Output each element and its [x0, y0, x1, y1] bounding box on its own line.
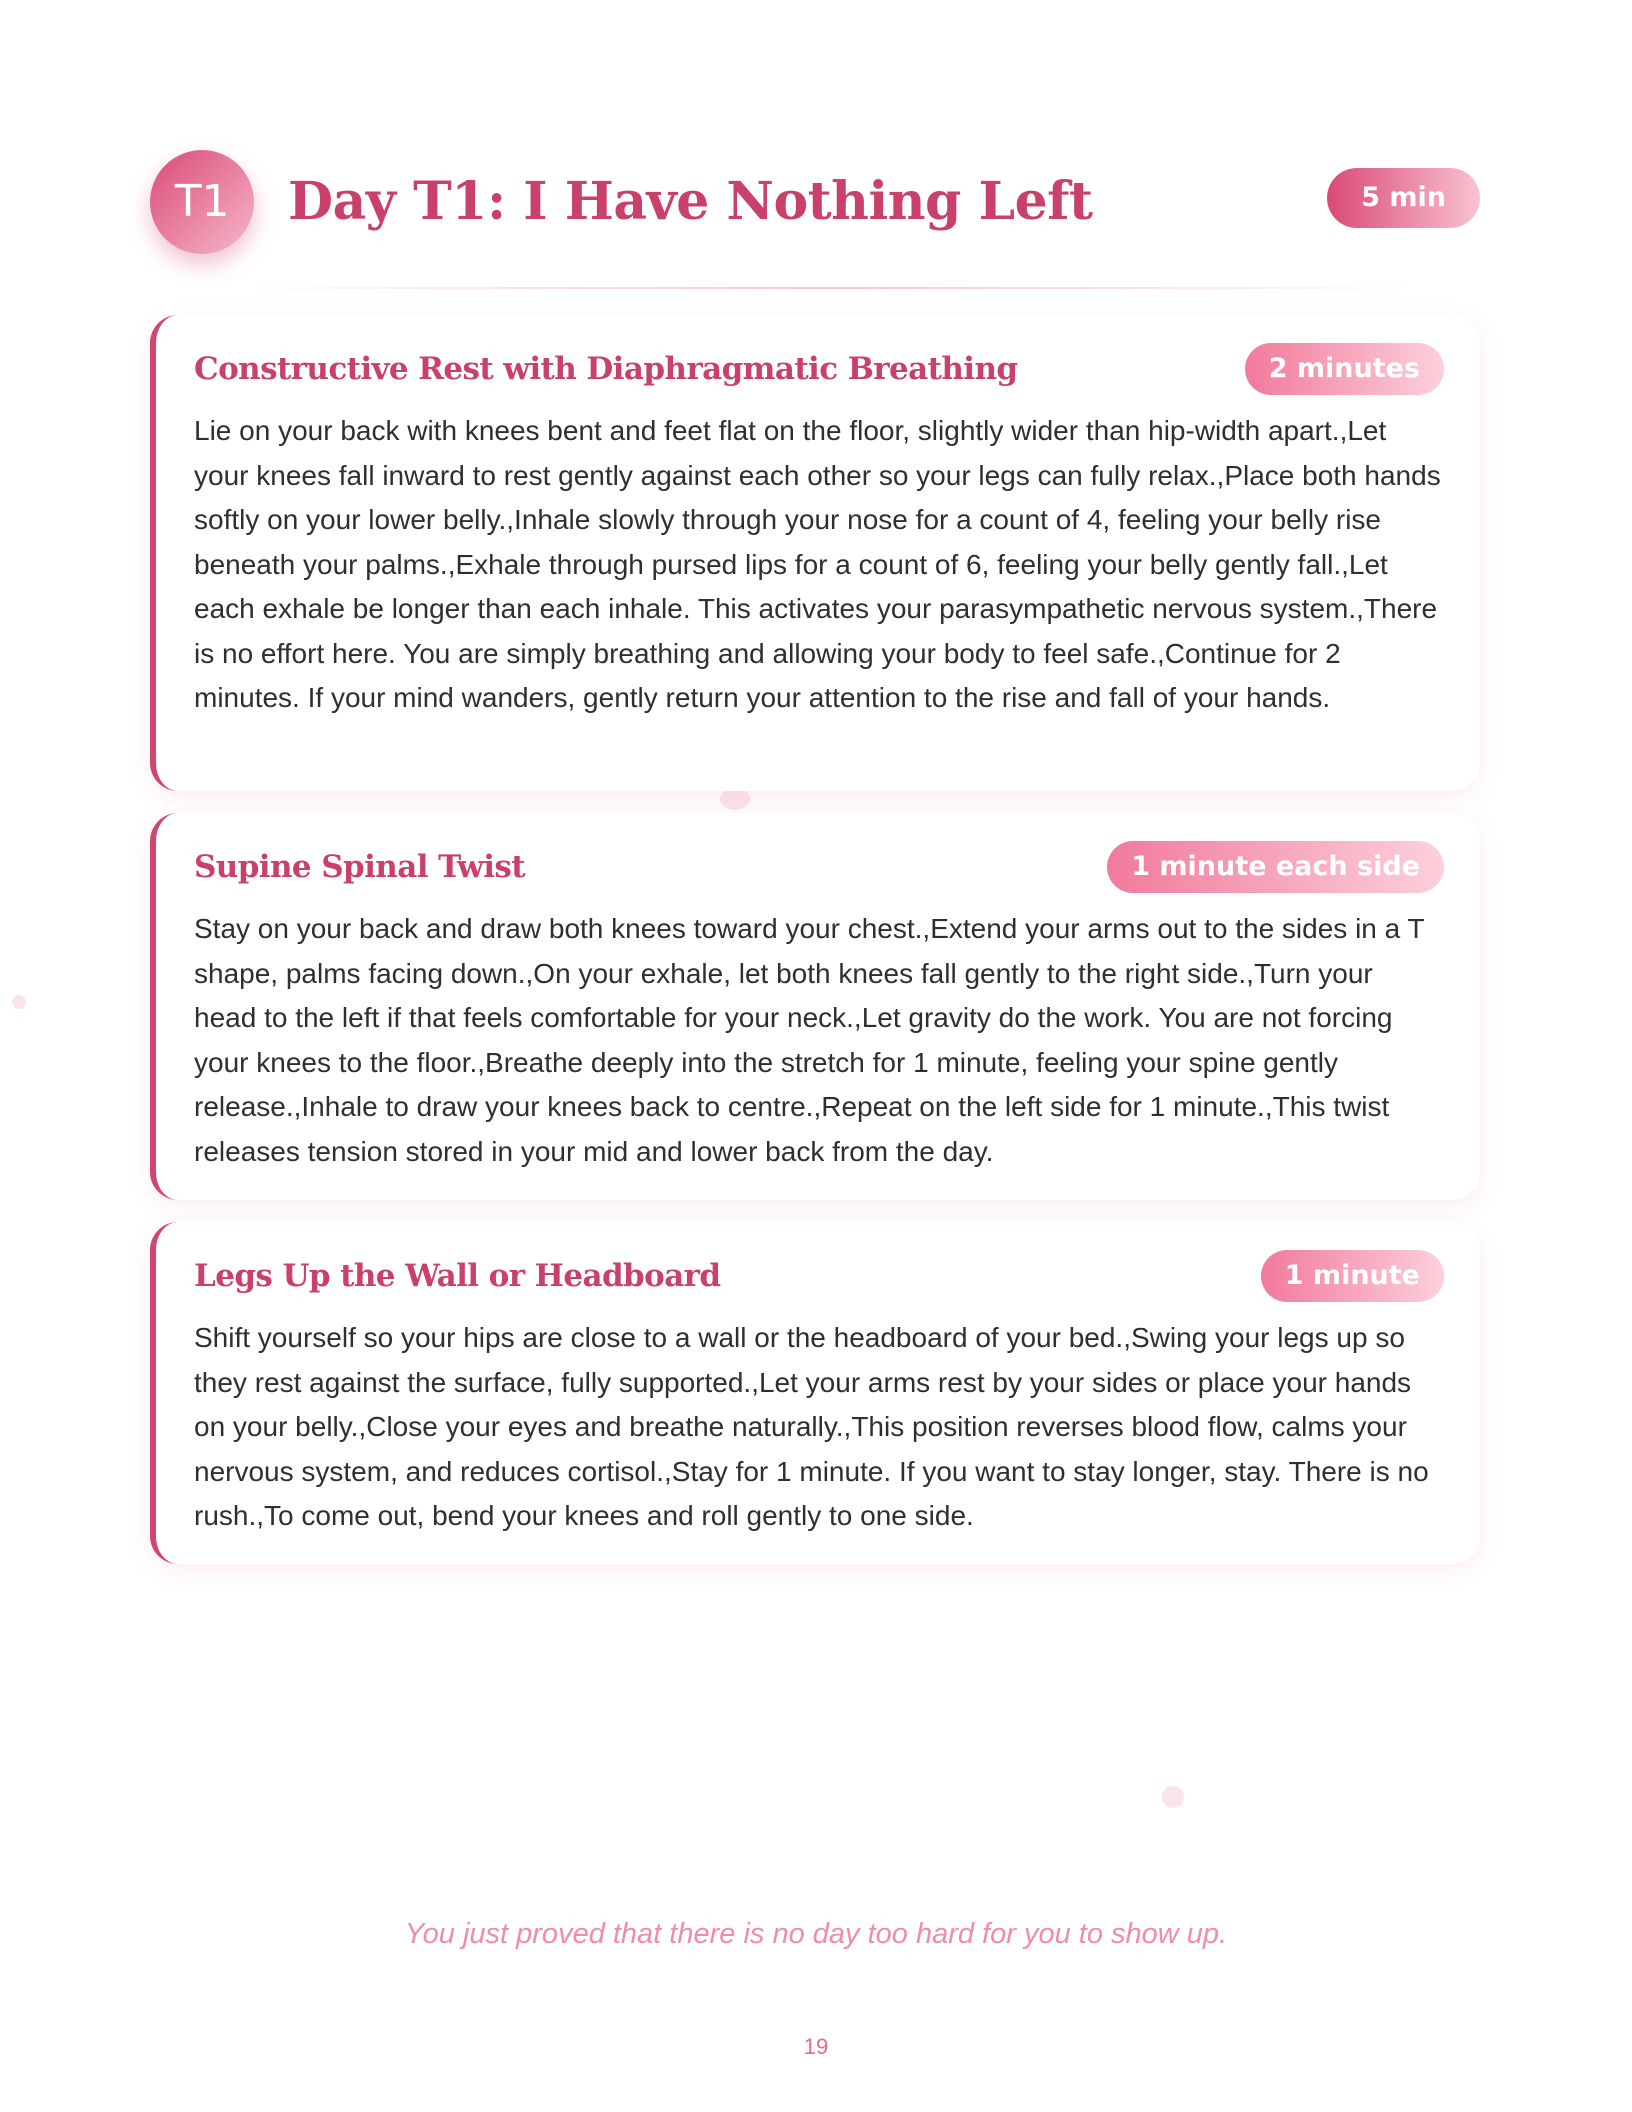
exercise-instructions: Shift yourself so your hips are close to a wall or the headboard of your bed.,Swing your legs up so they rest against the surface, fully supported.,Let your arms rest by your sides or place your hands on your belly.,Close your eyes and breathe naturally.,This position reverses blood flow, calms your nervous system, and reduces cortisol.,Stay for 1 minute. If you want to stay longer, stay. There is no rush.,To come out, bend your knees and roll gently to one side.: [194, 1322, 1429, 1531]
page-number: 19: [803, 2034, 829, 2059]
exercise-instructions: Lie on your back with knees bent and feet flat on the floor, slightly wider than hip-width apart.,Let your knees fall inward to rest gently against each other so your legs can fully relax.,Place both hands softly on your lower belly.,Inhale slowly through your nose for a count of 4, feeling your belly rise beneath your palms.,Exhale through pursed lips for a count of 6, feeling your belly gently fall.,Let each exhale be longer than each inhale. This activates your parasympathetic nervous system.,There is no effort here. You are simply breathing and allowing your body to feel safe.,Continue for 2 minutes. If your mind wanders, gently return your attention to the rise and fall of your hands.: [194, 415, 1441, 713]
exercise-instructions: Stay on your back and draw both knees toward your chest.,Extend your arms out to the sides in a T shape, palms facing down.,On your exhale, let both knees fall gently to the right side.,Turn your head to the left if that feels comfortable for your neck.,Let gravity do the work. You are not forcing your knees to the floor.,Breathe deeply into the stretch for 1 minute, feeling your spine gently release.,Inhale to draw your knees back to centre.,Repeat on the left side for 1 minute.,This twist releases tension stored in your mid and lower back from the day.: [194, 913, 1425, 1167]
total-duration-badge: 5 min: [1327, 168, 1480, 228]
exercise-card: [150, 813, 1480, 1200]
exercise-title: Legs Up the Wall or Headboard: [194, 1258, 721, 1294]
decorative-dot: [1162, 1786, 1184, 1808]
header-divider: [230, 287, 1430, 289]
exercise-duration-badge: 1 minute each side: [1107, 841, 1444, 893]
day-badge: T1: [150, 150, 254, 254]
closing-quote: You just proved that there is no day too hard for you to show up.: [404, 1918, 1228, 1950]
exercise-card: [150, 315, 1480, 791]
page-header: [150, 150, 1480, 256]
exercise-title: Constructive Rest with Diaphragmatic Breathing: [194, 351, 1018, 387]
exercise-duration-badge: 2 minutes: [1245, 343, 1444, 395]
exercise-duration-badge: 1 minute: [1261, 1250, 1444, 1302]
page-title: Day T1: I Have Nothing Left: [288, 171, 1093, 232]
exercise-title: Supine Spinal Twist: [194, 849, 525, 885]
decorative-dot: [720, 788, 750, 810]
exercise-card: [150, 1222, 1480, 1564]
decorative-dot: [12, 995, 26, 1009]
